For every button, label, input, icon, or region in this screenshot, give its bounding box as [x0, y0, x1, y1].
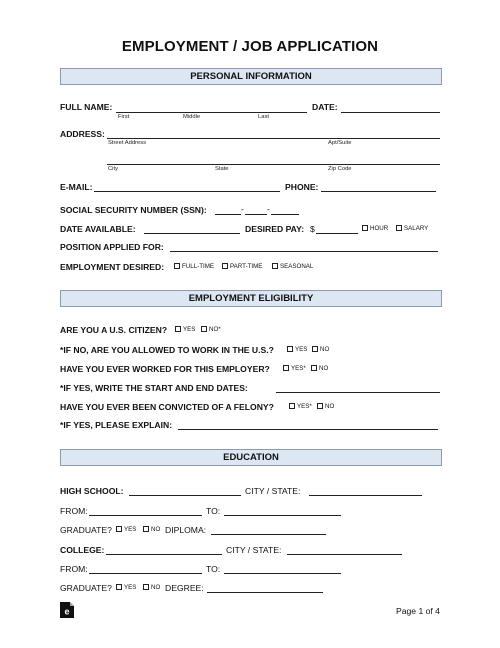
middle-caption: Middle	[183, 114, 201, 120]
dollar-sign: $	[310, 224, 315, 234]
phone-field[interactable]	[321, 191, 436, 192]
hs-from-field[interactable]	[89, 515, 202, 516]
felony-yes-option[interactable]	[289, 403, 312, 410]
college-graduate-label: GRADUATE?	[60, 583, 112, 593]
desired-pay-field[interactable]	[316, 233, 358, 234]
felony-no-option[interactable]	[317, 403, 334, 410]
date-available-field[interactable]	[144, 233, 240, 234]
ssn-dash-1: -	[241, 204, 244, 214]
felony-no-label: NO	[325, 403, 335, 410]
hs-to-label: TO:	[206, 506, 221, 516]
college-graduate-yes-label: YES	[124, 584, 137, 591]
last-caption: Last	[258, 114, 269, 120]
citizen-no-option[interactable]	[201, 326, 221, 333]
full-time-label: FULL-TIME	[182, 263, 214, 270]
hs-graduate-yes-checkbox[interactable]	[116, 526, 122, 532]
explain-label: *IF YES, PLEASE EXPLAIN:	[60, 420, 173, 430]
hs-graduate-no-option[interactable]	[143, 526, 160, 533]
date-label: DATE:	[312, 102, 338, 112]
ssn-part2-field[interactable]	[245, 214, 267, 215]
high-school-label: HIGH SCHOOL:	[60, 486, 124, 496]
citizen-question: ARE YOU A U.S. CITIZEN?	[60, 325, 168, 335]
full-time-option[interactable]	[174, 263, 214, 270]
degree-field[interactable]	[207, 592, 323, 593]
seasonal-label: SEASONAL	[280, 263, 314, 270]
ssn-part3-field[interactable]	[271, 214, 299, 215]
allowed-yes-checkbox[interactable]	[287, 346, 293, 352]
citizen-yes-label: YES	[183, 326, 196, 333]
worked-question: HAVE YOU EVER WORKED FOR THIS EMPLOYER?	[60, 364, 270, 374]
felony-yes-checkbox[interactable]	[289, 403, 295, 409]
page-number: Page 1 of 4	[396, 606, 440, 616]
allowed-no-option[interactable]	[312, 346, 329, 353]
dates-field[interactable]	[276, 392, 440, 393]
diploma-field[interactable]	[211, 534, 326, 535]
street-address-field[interactable]	[107, 138, 440, 139]
section-header-education: EDUCATION	[60, 449, 442, 466]
worked-no-checkbox[interactable]	[311, 365, 317, 371]
hs-city-state-label: CITY / STATE:	[245, 486, 301, 496]
worked-yes-option[interactable]	[283, 365, 306, 372]
hs-city-state-field[interactable]	[309, 495, 422, 496]
allowed-question: *IF NO, ARE YOU ALLOWED TO WORK IN THE U.S.?	[60, 345, 274, 355]
worked-yes-label: YES*	[291, 365, 306, 372]
position-field[interactable]	[170, 251, 438, 252]
college-from-field[interactable]	[89, 573, 202, 574]
college-to-field[interactable]	[224, 573, 341, 574]
ssn-part1-field[interactable]	[215, 214, 241, 215]
allowed-no-label: NO	[320, 346, 330, 353]
full-time-checkbox[interactable]	[174, 263, 180, 269]
city-state-zip-field[interactable]	[107, 164, 440, 165]
section-header-personal: PERSONAL INFORMATION	[60, 68, 442, 85]
employment-desired-label: EMPLOYMENT DESIRED:	[60, 262, 165, 272]
salary-checkbox[interactable]	[396, 225, 402, 231]
salary-label: SALARY	[404, 225, 429, 232]
college-field[interactable]	[106, 554, 222, 555]
felony-no-checkbox[interactable]	[317, 403, 323, 409]
citizen-yes-checkbox[interactable]	[175, 326, 181, 332]
college-city-state-label: CITY / STATE:	[226, 545, 282, 555]
svg-text:e: e	[64, 606, 70, 617]
allowed-yes-label: YES	[295, 346, 308, 353]
address-label: ADDRESS:	[60, 129, 105, 139]
allowed-yes-option[interactable]	[287, 346, 307, 353]
college-graduate-no-checkbox[interactable]	[143, 584, 149, 590]
first-caption: First	[118, 114, 130, 120]
street-caption: Street Address	[108, 140, 147, 146]
citizen-no-label: NO*	[209, 326, 221, 333]
college-graduate-yes-option[interactable]	[116, 584, 136, 591]
dates-question: *IF YES, WRITE THE START AND END DATES:	[60, 383, 248, 393]
hour-label: HOUR	[370, 225, 389, 232]
email-label: E-MAIL:	[60, 182, 93, 192]
hs-graduate-yes-label: YES	[124, 526, 137, 533]
worked-no-option[interactable]	[311, 365, 328, 372]
college-city-state-field[interactable]	[287, 554, 402, 555]
college-to-label: TO:	[206, 564, 221, 574]
explain-field[interactable]	[178, 429, 438, 430]
citizen-no-checkbox[interactable]	[201, 326, 207, 332]
allowed-no-checkbox[interactable]	[312, 346, 318, 352]
hs-to-field[interactable]	[224, 515, 341, 516]
state-caption: State	[215, 166, 229, 172]
position-label: POSITION APPLIED FOR:	[60, 242, 164, 252]
college-graduate-no-label: NO	[151, 584, 161, 591]
eforms-logo-icon	[60, 602, 74, 618]
high-school-field[interactable]	[129, 495, 241, 496]
salary-option[interactable]	[396, 225, 428, 232]
citizen-yes-option[interactable]	[175, 326, 195, 333]
college-graduate-yes-checkbox[interactable]	[116, 584, 122, 590]
college-graduate-no-option[interactable]	[143, 584, 160, 591]
full-name-field[interactable]	[116, 112, 307, 113]
hour-checkbox[interactable]	[362, 225, 368, 231]
zip-caption: Zip Code	[328, 166, 352, 172]
city-caption: City	[108, 166, 118, 172]
section-header-eligibility: EMPLOYMENT ELIGIBILITY	[60, 290, 442, 307]
diploma-label: DIPLOMA:	[165, 525, 207, 535]
hour-option[interactable]	[362, 225, 388, 232]
full-name-label: FULL NAME:	[60, 102, 113, 112]
phone-label: PHONE:	[285, 182, 319, 192]
worked-no-label: NO	[319, 365, 329, 372]
worked-yes-checkbox[interactable]	[283, 365, 289, 371]
seasonal-option[interactable]	[272, 263, 313, 270]
part-time-label: PART-TIME	[230, 263, 263, 270]
date-field[interactable]	[341, 112, 440, 113]
date-available-label: DATE AVAILABLE:	[60, 224, 136, 234]
seasonal-checkbox[interactable]	[272, 263, 278, 269]
hs-graduate-label: GRADUATE?	[60, 525, 112, 535]
felony-question: HAVE YOU EVER BEEN CONVICTED OF A FELONY?	[60, 402, 274, 412]
desired-pay-label: DESIRED PAY:	[245, 224, 305, 234]
part-time-checkbox[interactable]	[222, 263, 228, 269]
ssn-dash-2: -	[267, 204, 270, 214]
hs-graduate-no-label: NO	[151, 526, 161, 533]
hs-graduate-yes-option[interactable]	[116, 526, 136, 533]
felony-yes-label: YES*	[297, 403, 312, 410]
ssn-label: SOCIAL SECURITY NUMBER (SSN):	[60, 205, 207, 215]
hs-graduate-no-checkbox[interactable]	[143, 526, 149, 532]
hs-from-label: FROM:	[60, 506, 88, 516]
page-title: EMPLOYMENT / JOB APPLICATION	[121, 38, 379, 55]
degree-label: DEGREE:	[165, 583, 204, 593]
part-time-option[interactable]	[222, 263, 262, 270]
apt-caption: Apt/Suite	[328, 140, 352, 146]
email-field[interactable]	[94, 191, 280, 192]
college-label: COLLEGE:	[60, 545, 105, 555]
college-from-label: FROM:	[60, 564, 88, 574]
